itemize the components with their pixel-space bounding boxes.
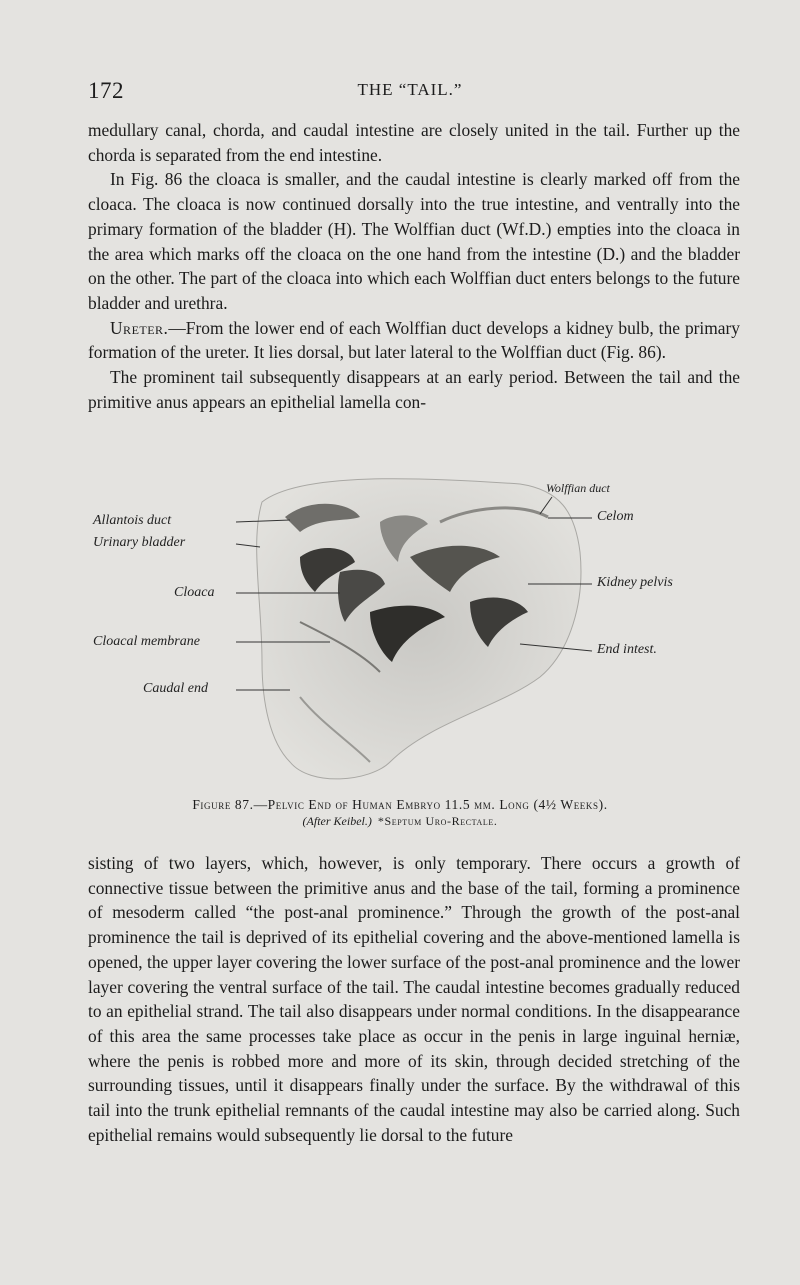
- label-caudal-end: Caudal end: [143, 681, 208, 696]
- label-urinary-bladder: Urinary bladder: [93, 535, 186, 550]
- paragraph: In Fig. 86 the cloaca is smaller, and the caudal intestine is clearly marked off from the cloaca. The cloaca is now continued dorsally into the true intestine, and ventrally into the primary formation of the bladder (H). The Wolffian duct (Wf.D.) empties into the cloaca in the area which marks off the cloaca on the one hand from the intestine (D.) and the bladder on the other. The part of the cloaca into which each Wolffian duct enters belongs to the future bladder and urethra.: [88, 169, 740, 313]
- caption-attribution: (After Keibel.): [302, 814, 372, 828]
- caption-line-2: [0, 813, 800, 830]
- label-allantois-duct: Allantois duct: [93, 513, 172, 528]
- label-wolffian-duct: Wolffian duct: [546, 481, 610, 495]
- running-head: THE “TAIL.”: [357, 80, 463, 99]
- paragraph: sisting of two layers, which, however, is only temporary. There occurs a growth of connective tissue between the primitive anus and the base of the tail, forming a prominence of mesoderm called “the post-anal prominence.” Through the growth of the post-anal prominence the tail is deprived of its epithelial covering and the above-mentioned lamella is opened, the upper layer covering the lower surface of the post-anal prominence and the lower layer covering the ventral surface of the tail. The caudal intestine becomes gradually reduced to an epithelial strand. The tail also disappears under normal conditions. In the disappearance of this area the same processes take place as occur in the penis in large inguinal herniæ, where the penis is robbed more and more of its skin, through decided stretching of the surrounding tissues, until it disappears finally under the surface. By the withdrawal of this tail into the trunk epithelial remnants of the caudal intestine may also be carried along. Such epithelial remains would subsequently lie dorsal to the future: [88, 853, 740, 1145]
- ureter-text: —From the lower end of each Wolffian duct develops a kidney bulb, the primary formation of the ureter. It lies dorsal, but later lateral to the Wolffian duct (Fig. 86).: [88, 317, 740, 363]
- caption-note: *Septum Uro-Rectale.: [377, 814, 498, 828]
- label-cloaca: Cloaca: [174, 585, 215, 600]
- figure-caption: [0, 796, 800, 830]
- paragraph: The prominent tail subsequently disappears at an early period. Between the tail and the primitive anus appears an epithelial lamella con-: [88, 367, 740, 412]
- paragraph-ureter: [88, 316, 740, 365]
- page-number: 172: [88, 78, 124, 103]
- label-celom: Celom: [597, 509, 634, 524]
- figure-87: [0, 462, 800, 802]
- label-kidney-pelvis: Kidney pelvis: [597, 575, 673, 590]
- label-cloacal-membrane: Cloacal membrane: [93, 634, 200, 649]
- paragraph: medullary canal, chorda, and caudal intestine are closely united in the tail. Further up the chorda is separated from the end intestine.: [88, 120, 740, 165]
- body-text-top: [88, 118, 740, 414]
- caption-line-1: Figure 87.—Pelvic End of Human Embryo 11.5 mm. Long (4½ Weeks).: [192, 797, 608, 812]
- label-end-intest: End intest.: [597, 642, 657, 657]
- body-text-bottom: [88, 851, 740, 1147]
- ureter-heading: Ureter.: [110, 317, 169, 338]
